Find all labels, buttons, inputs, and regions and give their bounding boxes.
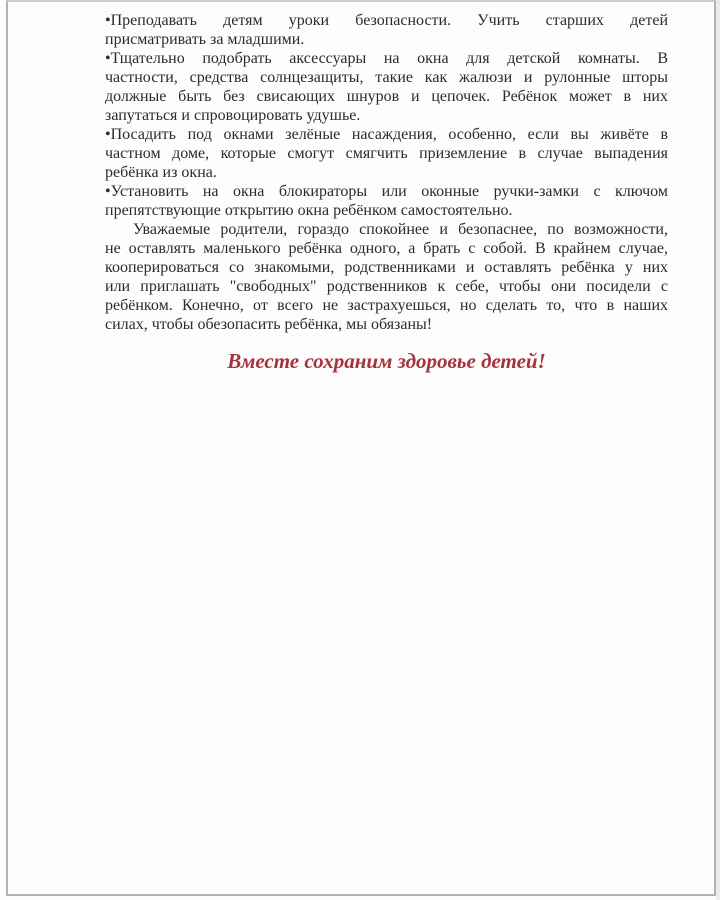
text-line: частном доме, которые смогут смягчить приземление в случае выпадения — [105, 145, 668, 162]
text-line: •Установить на окна блокираторы или оконные ручки-замки с ключом — [105, 183, 668, 200]
text-line: силах, чтобы обезопасить ребёнка, мы обязаны! — [105, 316, 433, 333]
text-line: ребёнка из окна. — [105, 164, 217, 181]
text-line: кооперироваться со знакомыми, родственниками и оставлять ребёнка у них — [105, 259, 668, 276]
paragraphs-container — [105, 11, 668, 334]
paragraph — [105, 49, 668, 125]
text-line: препятствующие открытию окна ребёнком самостоятельно. — [105, 202, 513, 219]
text-line: •Посадить под окнами зелёные насаждения, особенно, если вы живёте в — [105, 126, 668, 143]
paragraph — [105, 220, 668, 334]
text-line: Уважаемые родители, гораздо спокойнее и безопаснее, по возможности, — [133, 221, 668, 238]
text-line: или приглашать "свободных" родственников к себе, чтобы они посидели с — [105, 278, 668, 295]
text-line: запутаться и спровоцировать удушье. — [105, 107, 361, 124]
text-line: должные быть без свисающих шнуров и цепочек. Ребёнок может в них — [105, 88, 668, 105]
text-line: частности, средства солнцезащиты, такие как жалюзи и рулонные шторы — [105, 69, 668, 86]
paragraph — [105, 125, 668, 182]
paragraph — [105, 11, 668, 49]
closing-slogan: Вместе сохраним здоровье детей! — [227, 349, 546, 373]
text-line: ребёнком. Конечно, от всего не застрахуешься, но сделать то, что в наших — [105, 297, 668, 314]
text-line: •Тщательно подобрать аксессуары на окна для детской комнаты. В — [105, 50, 668, 67]
text-line: не оставлять маленького ребёнка одного, а брать с собой. В крайнем случае, — [105, 240, 668, 257]
page-edge-shade — [716, 0, 720, 900]
text-line: присматривать за младшими. — [105, 31, 305, 48]
document-body — [105, 11, 668, 374]
text-line: •Преподавать детям уроки безопасности. Учить старших детей — [105, 12, 668, 29]
paragraph — [105, 182, 668, 220]
